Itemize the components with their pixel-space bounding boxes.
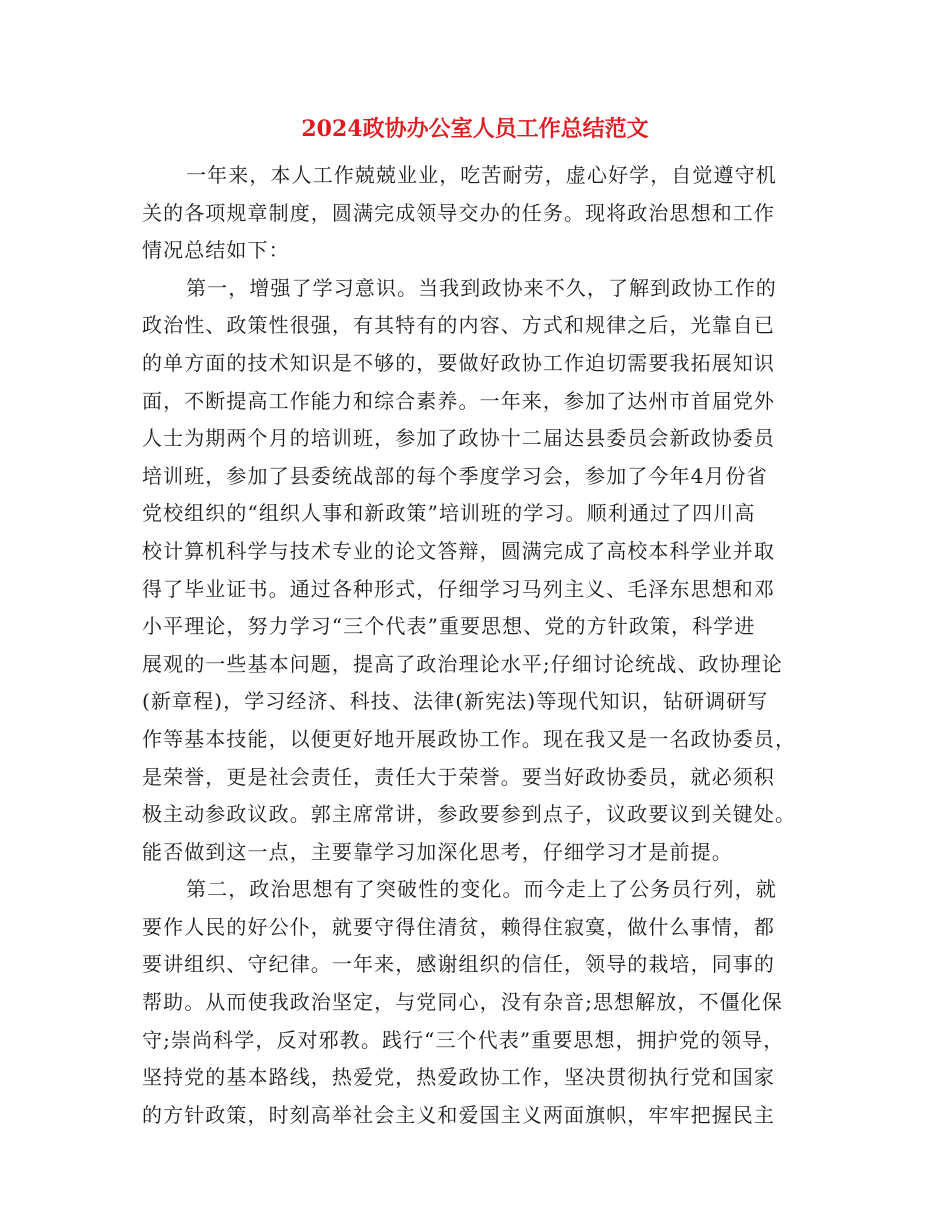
body-line: 守;崇尚科学，反对邪教。践行“三个代表”重要思想，拥护党的领导， [142, 1027, 785, 1052]
body-line: 第一，增强了学习意识。当我到政协来不久，了解到政协工作的 [186, 275, 777, 300]
body-line: 一年来，本人工作兢兢业业，吃苦耐劳，虚心好学，自觉遵守机 [186, 163, 777, 187]
body-line: 展观的一些基本问题，提高了政治理论水平;仔细讨论统战、政协理论 [142, 651, 783, 676]
body-line: 的单方面的技术知识是不够的，要做好政协工作迫切需要我拓展知识 [142, 350, 775, 375]
body-line: 政治性、政策性很强，有其特有的内容、方式和规律之后，光靠自已 [142, 313, 775, 338]
body-line: 培训班，参加了县委统战部的每个季度学习会，参加了今年4月份省 [142, 463, 768, 488]
body-line: 第二，政治思想有了突破性的变化。而今走上了公务员行列，就 [186, 877, 777, 902]
body-line: 人士为期两个月的培训班，参加了政协十二届达县委员会新政协委员 [142, 426, 775, 451]
body-line: 校计算机科学与技术专业的论文答辩，圆满完成了高校本科学业并取 [142, 538, 775, 563]
body-line: 能否做到这一点，主要靠学习加深化思考，仔细学习才是前提。 [142, 839, 733, 864]
body-line: (新章程)，学习经济、科技、法律(新宪法)等现代知识，钻研调研写 [142, 689, 769, 714]
body-line: 情况总结如下： [142, 238, 290, 263]
body-line: 小平理论，努力学习“三个代表”重要思想、党的方针政策，科学进 [142, 614, 756, 639]
body-line: 作等基本技能，以便更好地开展政协工作。现在我又是一名政协委员， [142, 726, 797, 751]
body-line: 是荣誉，更是社会责任，责任大于荣誉。要当好政协委员，就必须积 [142, 764, 775, 789]
body-line: 的方针政策，时刻高举社会主义和爱国主义两面旗帜，牢牢把握民主 [142, 1102, 775, 1127]
document-title: 2024政协办公室人员工作总结范文 [301, 116, 649, 142]
body-line: 极主动参政议政。郭主席常讲，参政要参到点子，议政要议到关键处。 [142, 802, 797, 827]
document-body [142, 157, 802, 1134]
body-line: 要作人民的好公仆，就要守得住清贫，赖得住寂寞，做什么事情，都 [142, 914, 775, 939]
body-line: 帮助。从而使我政治坚定，与党同心，没有杂音;思想解放，不僵化保 [142, 990, 783, 1015]
body-line: 坚持党的基本路线，热爱党，热爱政协工作，坚决贯彻执行党和国家 [142, 1065, 775, 1090]
body-line: 党校组织的“组织人事和新政策”培训班的学习。顺利通过了四川高 [142, 501, 756, 526]
body-line: 面，不断提高工作能力和综合素养。一年来，参加了达州市首届党外 [142, 388, 775, 413]
body-line: 要讲组织、守纪律。一年来，感谢组织的信任，领导的栽培，同事的 [142, 952, 775, 977]
body-line: 得了毕业证书。通过各种形式，仔细学习马列主义、毛泽东思想和邓 [142, 576, 775, 601]
body-line: 关的各项规章制度，圆满完成领导交办的任务。现将政治思想和工作 [142, 200, 775, 225]
